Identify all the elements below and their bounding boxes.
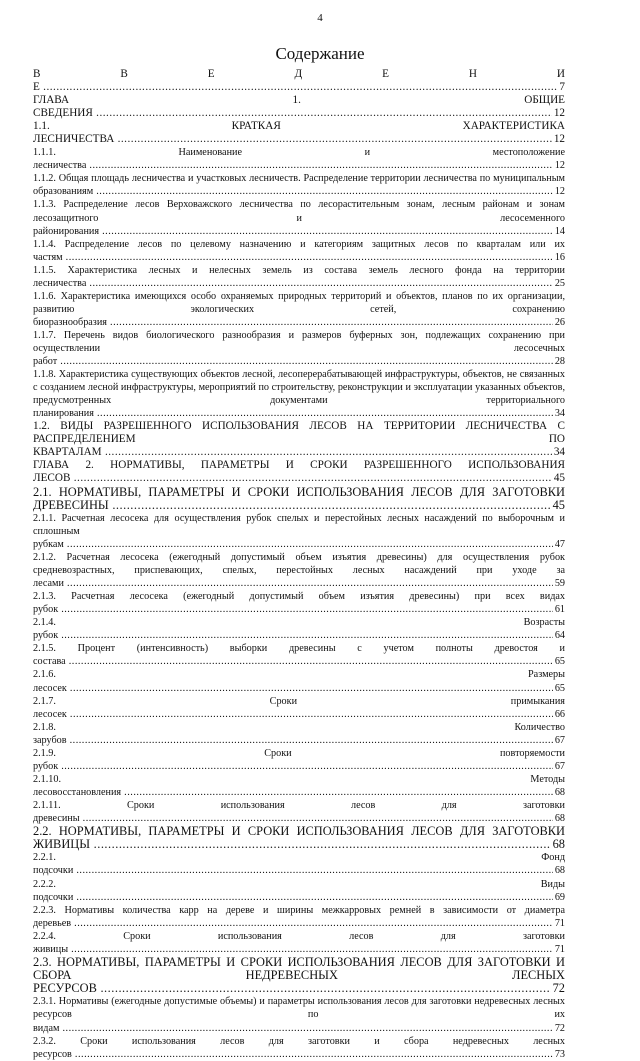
toc-entry[interactable] [33,198,565,237]
toc-entry-page: 65 [554,682,565,694]
toc-entry-page: 71 [554,917,565,929]
toc-entry-page: 72 [554,1022,565,1034]
toc-entry-page: 61 [554,604,565,616]
toc-entry-title: ГЛАВА 2. НОРМАТИВЫ, ПАРАМЕТРЫ И СРОКИ РАЗРЕШЕННОГО ИСПОЛЬЗОВАНИЯ ЛЕСОВ ..... [33,459,565,484]
toc-entry-title: 1.1.4. Распределение лесов по целевому назначению и категориям защитных лесов по кварталам или их частям ..... [33,239,565,263]
toc-entry-page: 25 [554,277,565,289]
toc-entry-page: 47 [554,539,565,550]
toc-entry[interactable] [33,68,565,94]
toc-entry-title: 2.3.2. Сроки использования лесов для заготовки и сбора недревесных лесных ресурсов ..... [33,1036,565,1060]
toc-entry-page: 28 [554,356,565,368]
toc-entry[interactable] [33,512,565,551]
toc-entry[interactable] [33,851,565,877]
toc-entry[interactable] [33,290,565,329]
page-number: 4 [317,12,323,24]
toc-entry[interactable] [33,264,565,290]
toc-entry[interactable] [33,747,565,773]
toc-entry-page: 66 [554,708,565,720]
toc-entry[interactable] [33,878,565,904]
toc-entry-title: 1.1.7. Перечень видов биологического разнообразия и размеров буферных зон, подлежащих сохранению при осуществлении лесосечных работ ..... [33,330,565,367]
toc-entry[interactable] [33,486,565,512]
toc-entry-title: 2.1.9. Сроки повторяемости рубок ..... [33,748,565,772]
toc-entry-title: 1.1.2. Общая площадь лесничества и участковых лесничеств. Распределение территории лесничества по муниципальным образованиям ..... [33,173,565,197]
toc-entry[interactable] [33,459,565,485]
toc-entry-page: 34 [554,408,565,420]
toc-entry[interactable] [33,695,565,721]
toc-entry-page: 67 [554,734,565,746]
toc-entry-page: 64 [554,630,565,642]
toc-entry-title: 1.2. ВИДЫ РАЗРЕШЕННОГО ИСПОЛЬЗОВАНИЯ ЛЕСОВ НА ТЕРРИТОРИИ ЛЕСНИЧЕСТВА С РАСПРЕДЕЛЕНИЕМ ПО КВАРТАЛАМ ..... [33,420,565,458]
toc-entry-title: В В Е Д Е Н И Е ..... [33,68,565,93]
toc-entry-title: 2.1.2. Расчетная лесосека (ежегодный допустимый объем изъятия древесины) для осуществления рубок средневозрастных, приспевающих, спелых, перестойных лесных насаждений при уходе за лесами ..... [33,552,565,589]
toc-entry-title: 2.2. НОРМАТИВЫ, ПАРАМЕТРЫ И СРОКИ ИСПОЛЬЗОВАНИЯ ЛЕСОВ ДЛЯ ЗАГОТОВКИ ЖИВИЦЫ ..... [33,825,565,851]
toc-entry[interactable] [33,172,565,198]
toc-entry[interactable] [33,420,565,459]
toc-entry-page: 7 [559,81,565,94]
toc-entry-title: 2.2.4. Сроки использования лесов для заготовки живицы ..... [33,931,565,955]
toc-entry[interactable] [33,721,565,747]
toc-entry[interactable] [33,825,565,851]
toc-entry-title: 1.1. КРАТКАЯ ХАРАКТЕРИСТИКА ЛЕСНИЧЕСТВА ..... [33,120,565,145]
toc-entry-page: 69 [554,891,565,903]
toc-entry[interactable] [33,616,565,642]
toc-entry[interactable] [33,368,565,420]
toc-entry-title: 1.1.5. Характеристика лесных и нелесных земель из состава земель лесного фонда на территории лесничества ..... [33,265,565,289]
toc-entry[interactable] [33,642,565,668]
toc-entry-page: 68 [554,865,565,877]
toc-entry-title: ГЛАВА 1. ОБЩИЕ СВЕДЕНИЯ ..... [33,94,565,119]
toc-entry[interactable] [33,773,565,799]
toc-entry[interactable] [33,956,565,996]
toc-entry[interactable] [33,94,565,120]
page-title: Содержание [275,44,365,63]
toc-entry[interactable] [33,146,565,172]
toc-entry-page: 34 [553,446,565,459]
toc-entry-title: 2.1.8. Количество зарубов ..... [33,722,565,746]
toc-entry-title: 1.1.8. Характеристика существующих объектов лесной, лесоперерабатывающей инфраструктуры, объектов, не связанных с созданием лесной инфраструктуры, мероприятий по строительству, реконструкции и эксплуатации указанных объектов, предусмотренных документами территориального планирования ..... [33,369,565,419]
toc-entry-title: 2.1.3. Расчетная лесосека (ежегодный допустимый объем изъятия древесины) при всех видах рубок ..... [33,591,565,615]
toc-entry-page: 72 [552,981,565,996]
toc-entry-title: 2.1.5. Процент (интенсивность) выборки древесины с учетом полноты древостоя и состава ..... [33,643,565,667]
toc-entry[interactable] [33,668,565,694]
toc-entry-page: 71 [554,943,565,955]
toc-entry-page: 73 [554,1048,565,1060]
toc-entry-page: 59 [554,578,565,590]
toc-entry[interactable] [33,799,565,825]
toc-entry-title: 2.3. НОРМАТИВЫ, ПАРАМЕТРЫ И СРОКИ ИСПОЛЬЗОВАНИЯ ЛЕСОВ ДЛЯ ЗАГОТОВКИ И СБОРА НЕДРЕВЕСНЫХ ЛЕСНЫХ РЕСУРСОВ ..... [33,956,565,995]
toc-entry-title: 2.1.6. Размеры лесосек ..... [33,669,565,693]
toc-entry-page: 68 [554,812,565,824]
toc-entry-page: 14 [554,225,565,237]
toc-entry-title: 2.2.3. Нормативы количества карр на дереве и ширины межкарровых ремней в зависимости от диаметра деревьев ..... [33,905,565,929]
toc-entry-page: 12 [554,186,565,198]
toc-entry-page: 67 [554,760,565,772]
toc-entry-title: 2.1. НОРМАТИВЫ, ПАРАМЕТРЫ И СРОКИ ИСПОЛЬЗОВАНИЯ ЛЕСОВ ДЛЯ ЗАГОТОВКИ ДРЕВЕСИНЫ ..... [33,486,565,512]
toc-entry-title: 2.3.1. Нормативы (ежегодные допустимые объемы) и параметры использования лесов для заготовки недревесных лесных ресурсов по их видам ..... [33,996,565,1033]
toc-entry-page: 12 [554,160,565,172]
toc-entry-title: 1.1.6. Характеристика имеющихся особо охраняемых природных территорий и объектов, планов по их организации, развитию экологических сетей, сохранению биоразнообразия ..... [33,291,565,328]
toc-entry-title: 2.1.4. Возрасты рубок ..... [33,617,565,641]
table-of-contents [33,68,565,1061]
toc-entry-title: 2.1.11. Сроки использования лесов для заготовки древесины ..... [33,800,565,824]
toc-entry-page: 68 [552,837,565,852]
toc-entry[interactable] [33,930,565,956]
toc-entry[interactable] [33,329,565,368]
toc-entry-title: 2.1.1. Расчетная лесосека для осуществления рубок спелых и перестойных лесных насаждений по выборочным и сплошным рубкам ..... [33,513,565,550]
toc-entry-title: 2.2.1. Фонд подсочки ..... [33,852,565,876]
toc-entry-page: 45 [552,497,565,512]
toc-entry-page: 12 [553,107,565,120]
toc-entry-title: 2.2.2. Виды подсочки ..... [33,879,565,903]
toc-entry[interactable] [33,904,565,930]
toc-entry[interactable] [33,590,565,616]
toc-entry-title: 2.1.10. Методы лесовосстановления ..... [33,774,565,798]
toc-entry-page: 65 [554,656,565,668]
toc-entry-page: 12 [553,133,565,146]
toc-entry-title: 2.1.7. Сроки примыкания лесосек ..... [33,696,565,720]
toc-entry[interactable] [33,995,565,1034]
toc-entry-page: 45 [553,472,565,485]
toc-entry[interactable] [33,1035,565,1061]
toc-entry-page: 16 [554,251,565,263]
toc-entry-title: 1.1.3. Распределение лесов Верховажского лесничества по лесорастительным зонам, лесным районам и зонам лесозащитного и лесосеменного районирования ..... [33,199,565,236]
toc-entry-page: 68 [554,786,565,798]
toc-entry[interactable] [33,120,565,146]
toc-entry[interactable] [33,238,565,264]
toc-entry-title: 1.1.1. Наименование и местоположение лесничества ..... [33,147,565,171]
toc-entry-page: 26 [554,316,565,328]
toc-entry[interactable] [33,551,565,590]
